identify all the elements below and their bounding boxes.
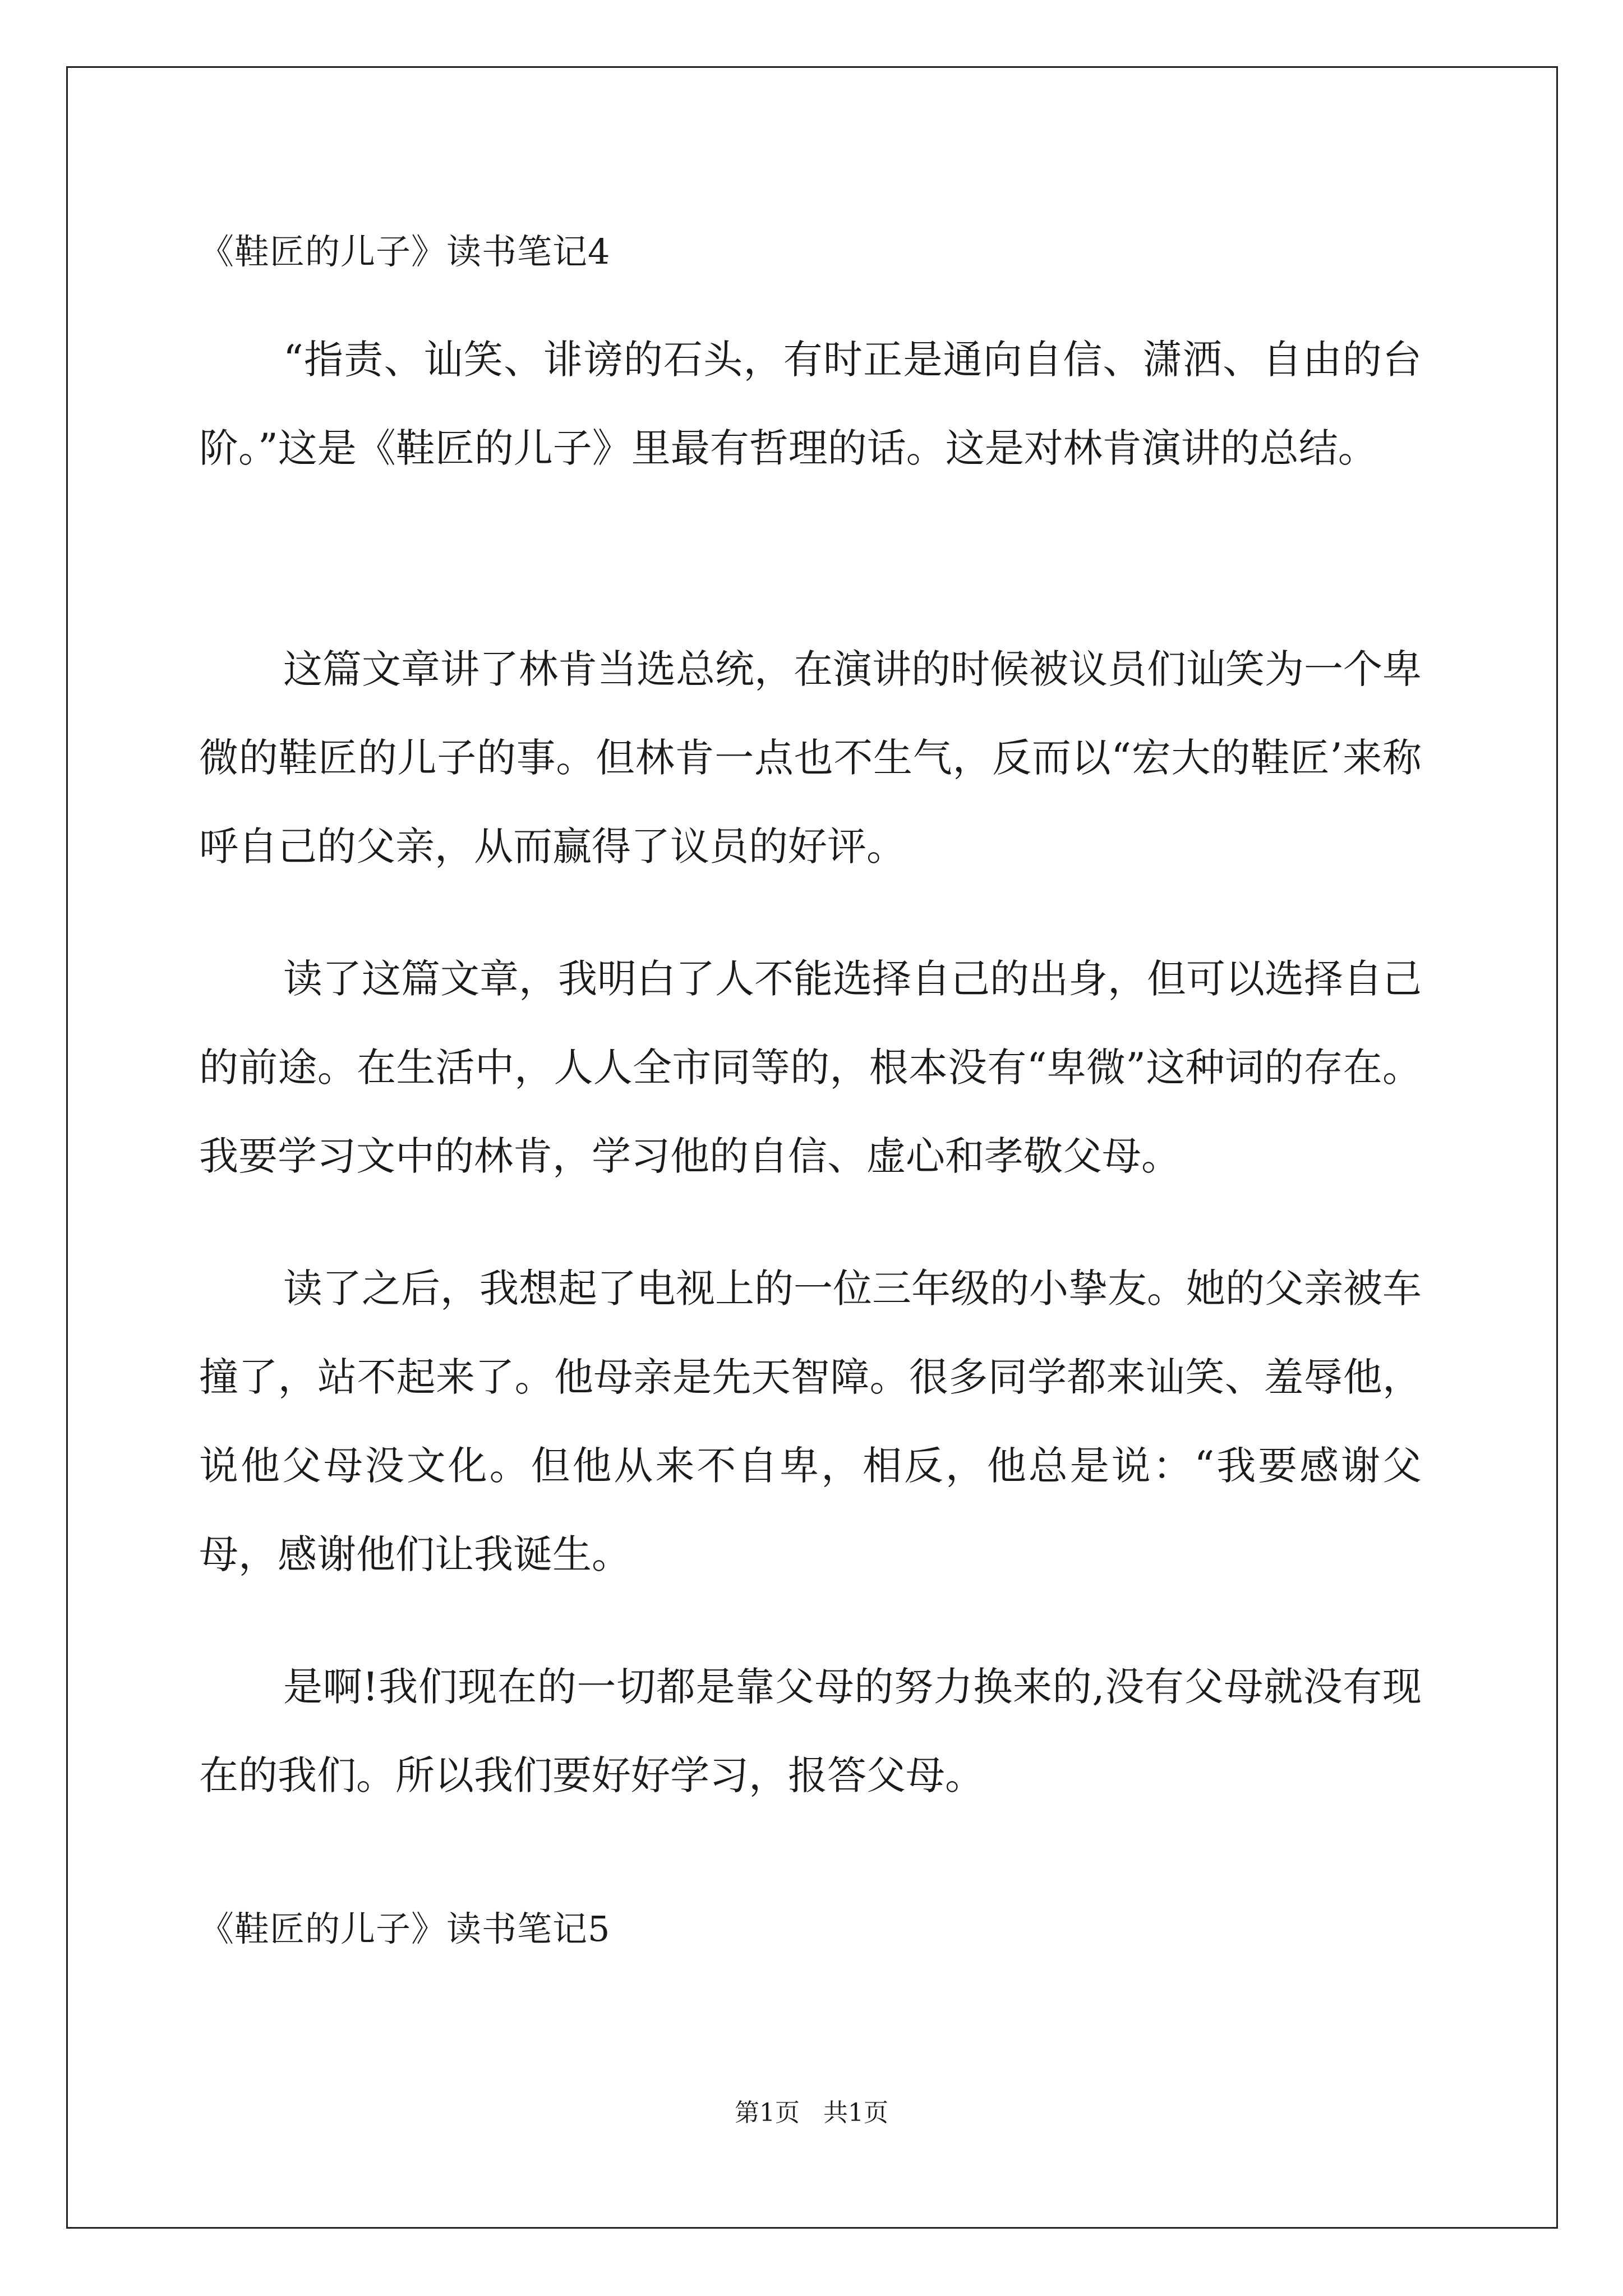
paragraph: 这篇文章讲了林肯当选总统，在演讲的时候被议员们讪笑为一个卑微的鞋匠的儿子的事。但林肯一点也不生气，反而以“宏大的鞋匠’来称呼自己的父亲，从而赢得了议员的好评。 <box>199 646 1422 869</box>
paragraph: 读了这篇文章，我明白了人不能选择自己的出身，但可以选择自己的前途。在生活中，人人全市同等的，根本没有“卑微”这种词的存在。我要学习文中的林肯，学习他的自信、虚心和孝敬父母。 <box>199 956 1422 1179</box>
page-number: 第1页 <box>735 2099 800 2127</box>
paragraph: 是啊!我们现在的一切都是靠父母的努力换来的,没有父母就没有现在的我们。所以我们要好好学习，报答父母。 <box>199 1664 1422 1798</box>
page-total: 共1页 <box>823 2099 888 2127</box>
paragraph: “指责、讪笑、诽谤的石头，有时正是通向自信、潇洒、自由的台阶。”这是《鞋匠的儿子》里最有哲理的话。这是对林肯演讲的总结。 <box>199 337 1422 471</box>
section-heading: 《鞋匠的儿子》读书笔记5 <box>199 1908 611 1949</box>
page-footer <box>0 2101 1623 2125</box>
section-heading: 《鞋匠的儿子》读书笔记4 <box>199 231 611 272</box>
paragraph: 读了之后，我想起了电视上的一位三年级的小挚友。她的父亲被车撞了，站不起来了。他母亲是先天智障。很多同学都来讪笑、羞辱他，说他父母没文化。但他从来不自卑，相反，他总是说：“我要感谢父母，感谢他们让我诞生。 <box>199 1266 1422 1577</box>
